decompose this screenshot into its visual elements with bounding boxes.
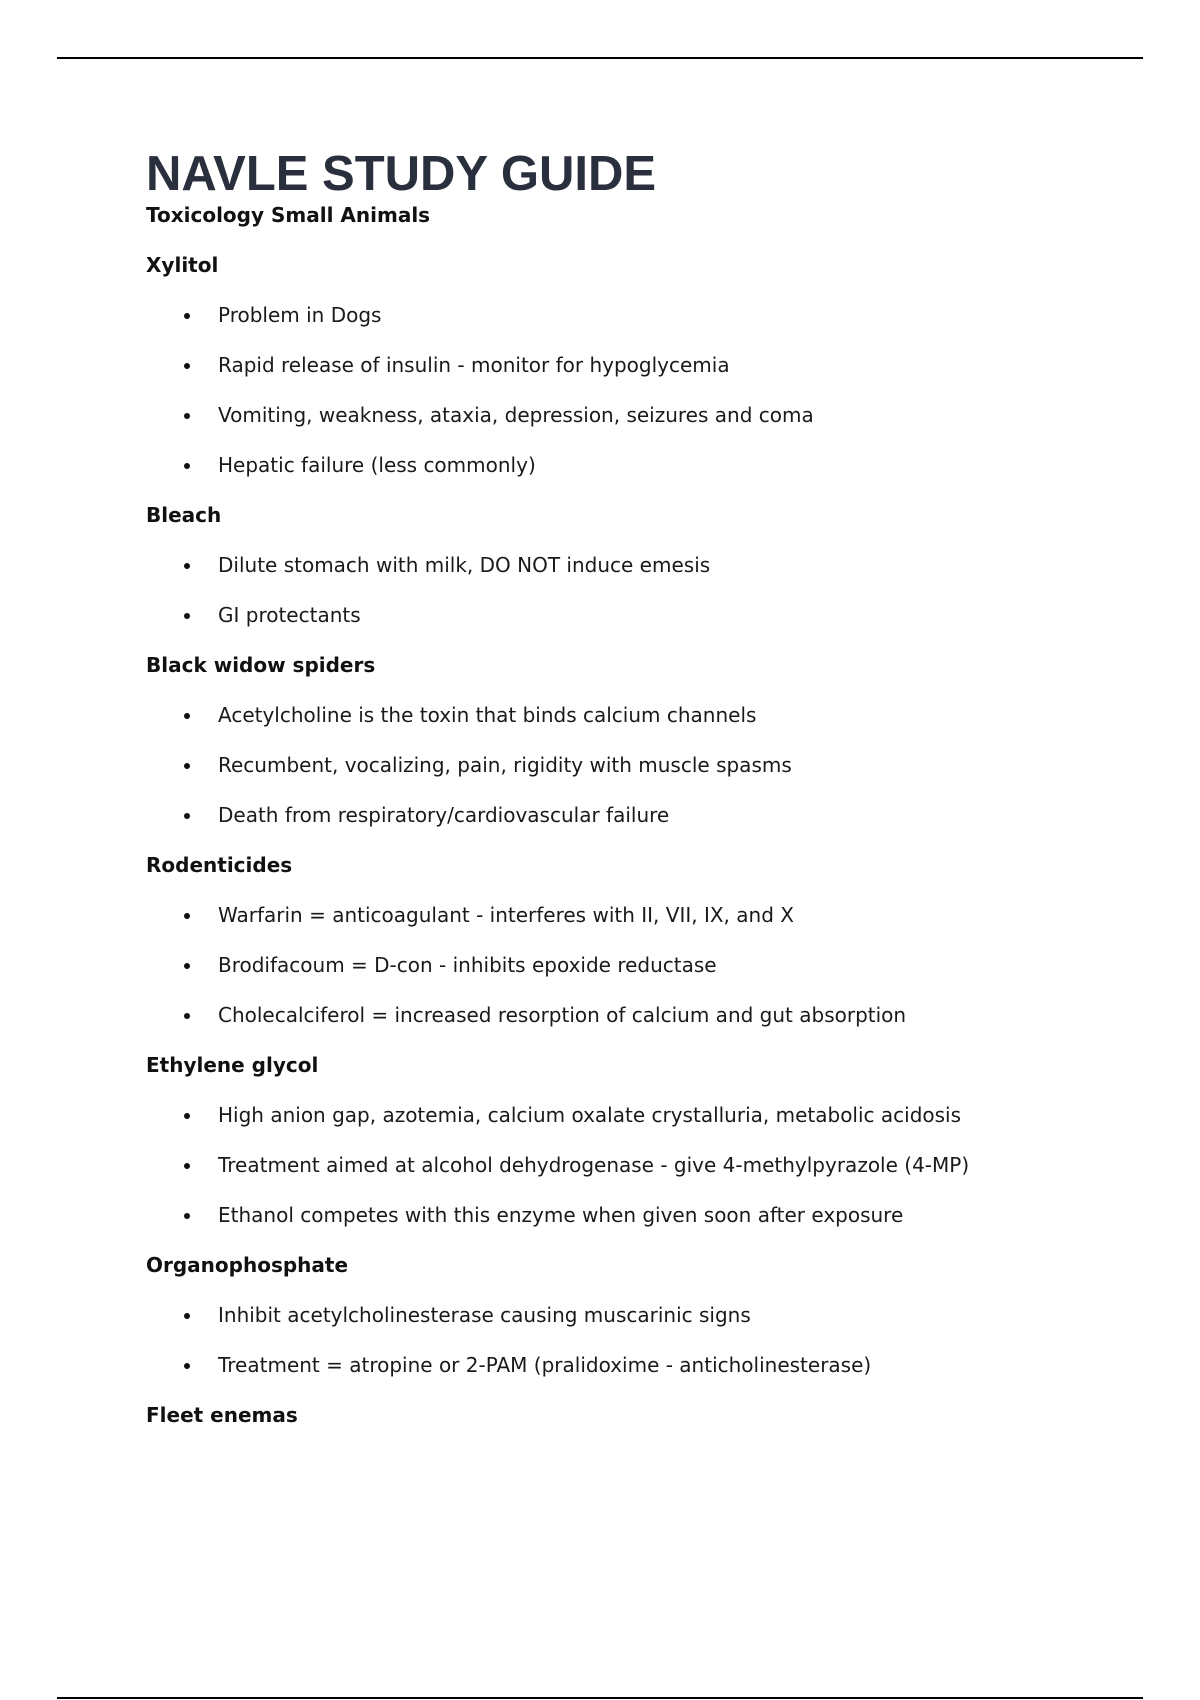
bullet-icon <box>184 1163 190 1169</box>
bullet-icon <box>184 713 190 719</box>
list-item <box>146 1102 1146 1128</box>
bullet-list <box>146 302 1146 478</box>
section-heading: Xylitol <box>146 253 219 277</box>
section <box>146 852 1146 1028</box>
section <box>146 1252 1146 1378</box>
bullet-list <box>146 702 1146 828</box>
bullet-icon <box>184 813 190 819</box>
bullet-icon <box>184 913 190 919</box>
list-item <box>146 352 1146 378</box>
section-heading: Ethylene glycol <box>146 1053 319 1077</box>
bullet-icon <box>184 963 190 969</box>
list-item <box>146 1352 1146 1378</box>
list-item-text: Dilute stomach with milk, DO NOT induce emesis <box>218 553 711 577</box>
bullet-icon <box>184 613 190 619</box>
list-item-text: Cholecalciferol = increased resorption of calcium and gut absorption <box>218 1003 907 1027</box>
document-body <box>146 144 1146 1428</box>
bullet-list <box>146 902 1146 1028</box>
list-item <box>146 1302 1146 1328</box>
list-item <box>146 302 1146 328</box>
list-item <box>146 602 1146 628</box>
sections-container <box>146 252 1146 1428</box>
list-item <box>146 552 1146 578</box>
section-heading: Organophosphate <box>146 1253 349 1277</box>
list-item <box>146 752 1146 778</box>
list-item-text: GI protectants <box>218 603 361 627</box>
bullet-list <box>146 1302 1146 1378</box>
section <box>146 502 1146 628</box>
section <box>146 1052 1146 1228</box>
bullet-icon <box>184 1313 190 1319</box>
bullet-icon <box>184 413 190 419</box>
list-item-text: Problem in Dogs <box>218 303 382 327</box>
bullet-icon <box>184 1113 190 1119</box>
list-item <box>146 902 1146 928</box>
list-item-text: Warfarin = anticoagulant - interferes with II, VII, IX, and X <box>218 903 794 927</box>
list-item-text: Vomiting, weakness, ataxia, depression, seizures and coma <box>218 403 814 427</box>
section-heading: Black widow spiders <box>146 653 376 677</box>
top-rule <box>57 57 1143 59</box>
section-heading: Fleet enemas <box>146 1403 298 1427</box>
list-item <box>146 402 1146 428</box>
list-item-text: Acetylcholine is the toxin that binds calcium channels <box>218 703 757 727</box>
bullet-list <box>146 552 1146 628</box>
section <box>146 1402 1146 1428</box>
bullet-icon <box>184 1363 190 1369</box>
section-heading: Bleach <box>146 503 222 527</box>
list-item-text: Hepatic failure (less commonly) <box>218 453 536 477</box>
list-item <box>146 802 1146 828</box>
list-item-text: Rapid release of insulin - monitor for hypoglycemia <box>218 353 730 377</box>
list-item <box>146 1202 1146 1228</box>
bullet-icon <box>184 363 190 369</box>
bullet-icon <box>184 1013 190 1019</box>
bullet-icon <box>184 313 190 319</box>
document-subtitle: Toxicology Small Animals <box>146 203 431 227</box>
section-heading: Rodenticides <box>146 853 293 877</box>
section <box>146 252 1146 478</box>
list-item <box>146 702 1146 728</box>
list-item-text: High anion gap, azotemia, calcium oxalate crystalluria, metabolic acidosis <box>218 1103 962 1127</box>
list-item-text: Recumbent, vocalizing, pain, rigidity with muscle spasms <box>218 753 792 777</box>
bullet-icon <box>184 463 190 469</box>
list-item-text: Inhibit acetylcholinesterase causing muscarinic signs <box>218 1303 751 1327</box>
bullet-icon <box>184 563 190 569</box>
list-item <box>146 1152 1146 1178</box>
document-title: NAVLE STUDY GUIDE <box>146 147 657 201</box>
bullet-icon <box>184 1213 190 1219</box>
list-item-text: Treatment aimed at alcohol dehydrogenase - give 4-methylpyrazole (4-MP) <box>218 1153 970 1177</box>
list-item <box>146 452 1146 478</box>
bottom-rule <box>57 1697 1143 1699</box>
list-item-text: Ethanol competes with this enzyme when given soon after exposure <box>218 1203 904 1227</box>
section <box>146 652 1146 828</box>
list-item-text: Brodifacoum = D-con - inhibits epoxide reductase <box>218 953 717 977</box>
bullet-icon <box>184 763 190 769</box>
bullet-list <box>146 1102 1146 1228</box>
list-item-text: Treatment = atropine or 2-PAM (pralidoxime - anticholinesterase) <box>218 1353 872 1377</box>
list-item <box>146 1002 1146 1028</box>
list-item-text: Death from respiratory/cardiovascular failure <box>218 803 670 827</box>
list-item <box>146 952 1146 978</box>
